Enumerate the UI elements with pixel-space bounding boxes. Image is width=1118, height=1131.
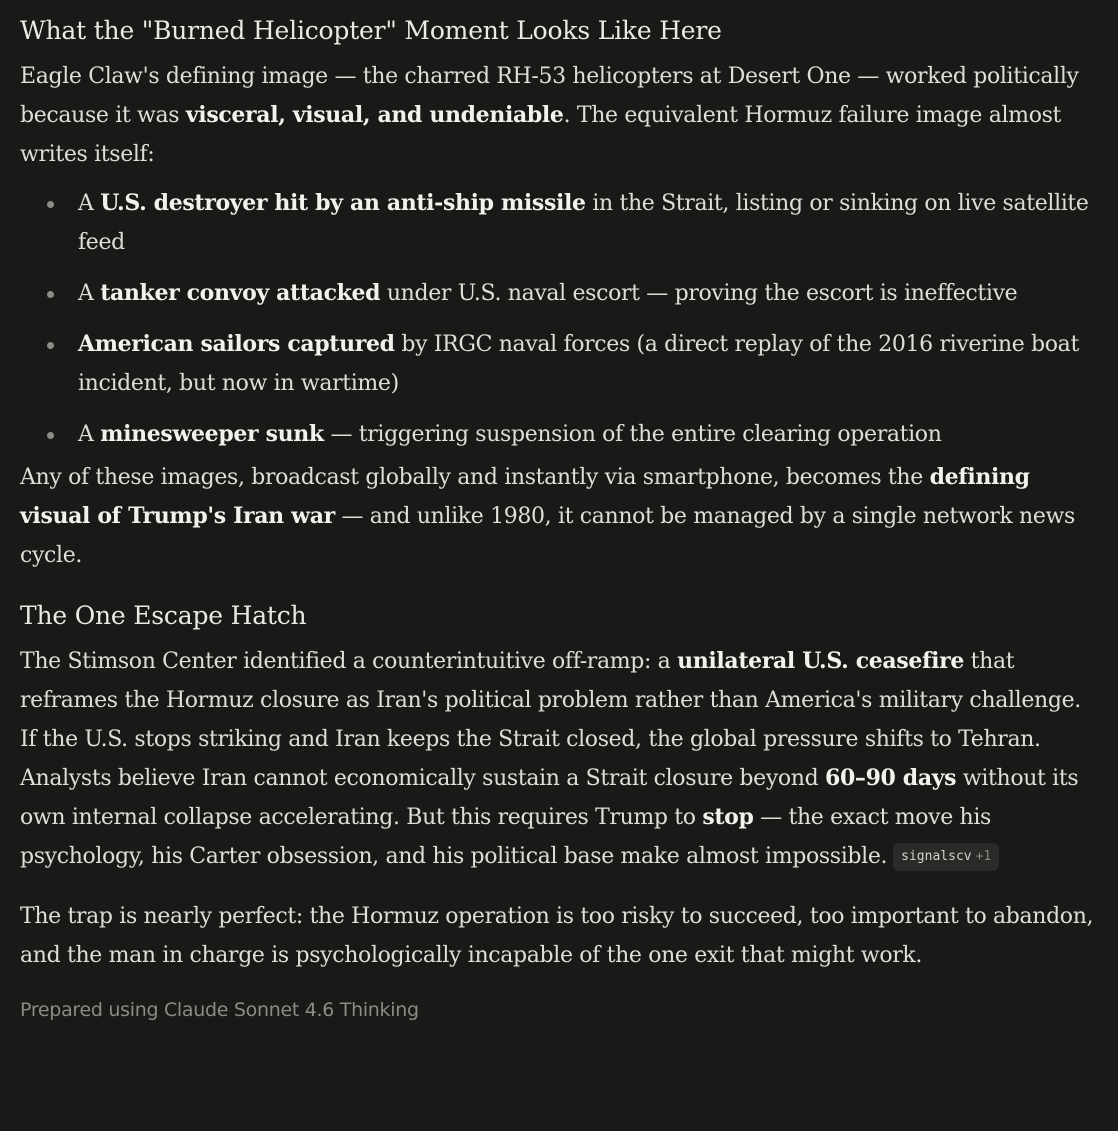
closing-paragraph xyxy=(20,458,1098,575)
closing-text-end: — and unlike 1980, it cannot be managed by a single network news cycle. xyxy=(20,504,1075,568)
list-item-bold: minesweeper sunk xyxy=(100,421,324,447)
escape-text-3: without its own internal collapse accelerating. But this requires Trump to xyxy=(20,766,1079,830)
conclusion-paragraph: The trap is nearly perfect: the Hormuz operation is too risky to succeed, too important to abandon, and the man in charge is psychologically incapable of the one exit that might work. xyxy=(20,904,1094,968)
intro-text-end: . The equivalent Hormuz failure image almost writes itself: xyxy=(20,103,1062,167)
citation-count: +1 xyxy=(975,849,992,864)
list-item-text-start: A xyxy=(78,422,101,447)
prepared-using-note: Prepared using Claude Sonnet 4.6 Thinking xyxy=(20,999,419,1021)
list-item-text-end: — triggering suspension of the entire clearing operation xyxy=(323,422,942,447)
escape-text-4: — the exact move his psychology, his Carter obsession, and his political base make almost impossible. xyxy=(20,805,991,869)
bullet-dot xyxy=(47,342,54,349)
list-item-text-end: in the Strait, listing or sinking on live satellite feed xyxy=(78,191,1089,255)
closing-bold-phrase: defining visual of Trump's Iran war xyxy=(20,464,1030,529)
list-item-text-start: A xyxy=(78,281,101,306)
escape-bold-2: 60–90 days xyxy=(825,765,957,791)
bullet-dot xyxy=(47,432,54,439)
intro-text-start: Eagle Claw's defining image — the charred RH-53 helicopters at Desert One — worked politically because it was xyxy=(20,64,1079,128)
closing-text-start: Any of these images, broadcast globally and instantly via smartphone, becomes the xyxy=(20,465,930,490)
list-item-bold: tanker convoy attacked xyxy=(100,280,381,306)
escape-bold-1: unilateral U.S. ceasefire xyxy=(677,648,965,674)
escape-text-2: that reframes the Hormuz closure as Iran's political problem rather than America's military challenge. If the U.S. stops striking and Iran keeps the Strait closed, the global pressure shifts to Tehran. Analysts believe Iran cannot economically sustain a Strait closure beyond xyxy=(20,649,1081,791)
failure-image-list xyxy=(20,184,1098,454)
citation-chip[interactable] xyxy=(893,843,999,871)
list-item-text-end: by IRGC naval forces (a direct replay of the 2016 riverine boat incident, but now in wartime) xyxy=(78,332,1079,396)
section-heading-escape-hatch: The One Escape Hatch xyxy=(20,601,307,630)
list-item xyxy=(20,184,1098,262)
intro-bold-phrase: visceral, visual, and undeniable xyxy=(185,102,564,128)
list-item-bold: American sailors captured xyxy=(78,331,395,357)
list-item-text-end: under U.S. naval escort — proving the escort is ineffective xyxy=(380,281,1018,306)
section-heading-burned-helicopter: What the "Burned Helicopter" Moment Looks Like Here xyxy=(20,16,722,45)
list-item-bold: U.S. destroyer hit by an anti-ship missile xyxy=(100,190,586,216)
escape-bold-3: stop xyxy=(702,804,754,830)
list-item xyxy=(20,274,1098,313)
list-item xyxy=(20,325,1098,403)
list-item-text-start: A xyxy=(78,191,101,216)
list-item xyxy=(20,415,1098,454)
escape-hatch-paragraph xyxy=(20,642,1098,876)
escape-text-1: The Stimson Center identified a counterintuitive off-ramp: a xyxy=(20,649,678,674)
bullet-dot xyxy=(47,201,54,208)
citation-source: signalscv xyxy=(901,849,972,864)
intro-paragraph xyxy=(20,57,1098,174)
bullet-dot xyxy=(47,291,54,298)
